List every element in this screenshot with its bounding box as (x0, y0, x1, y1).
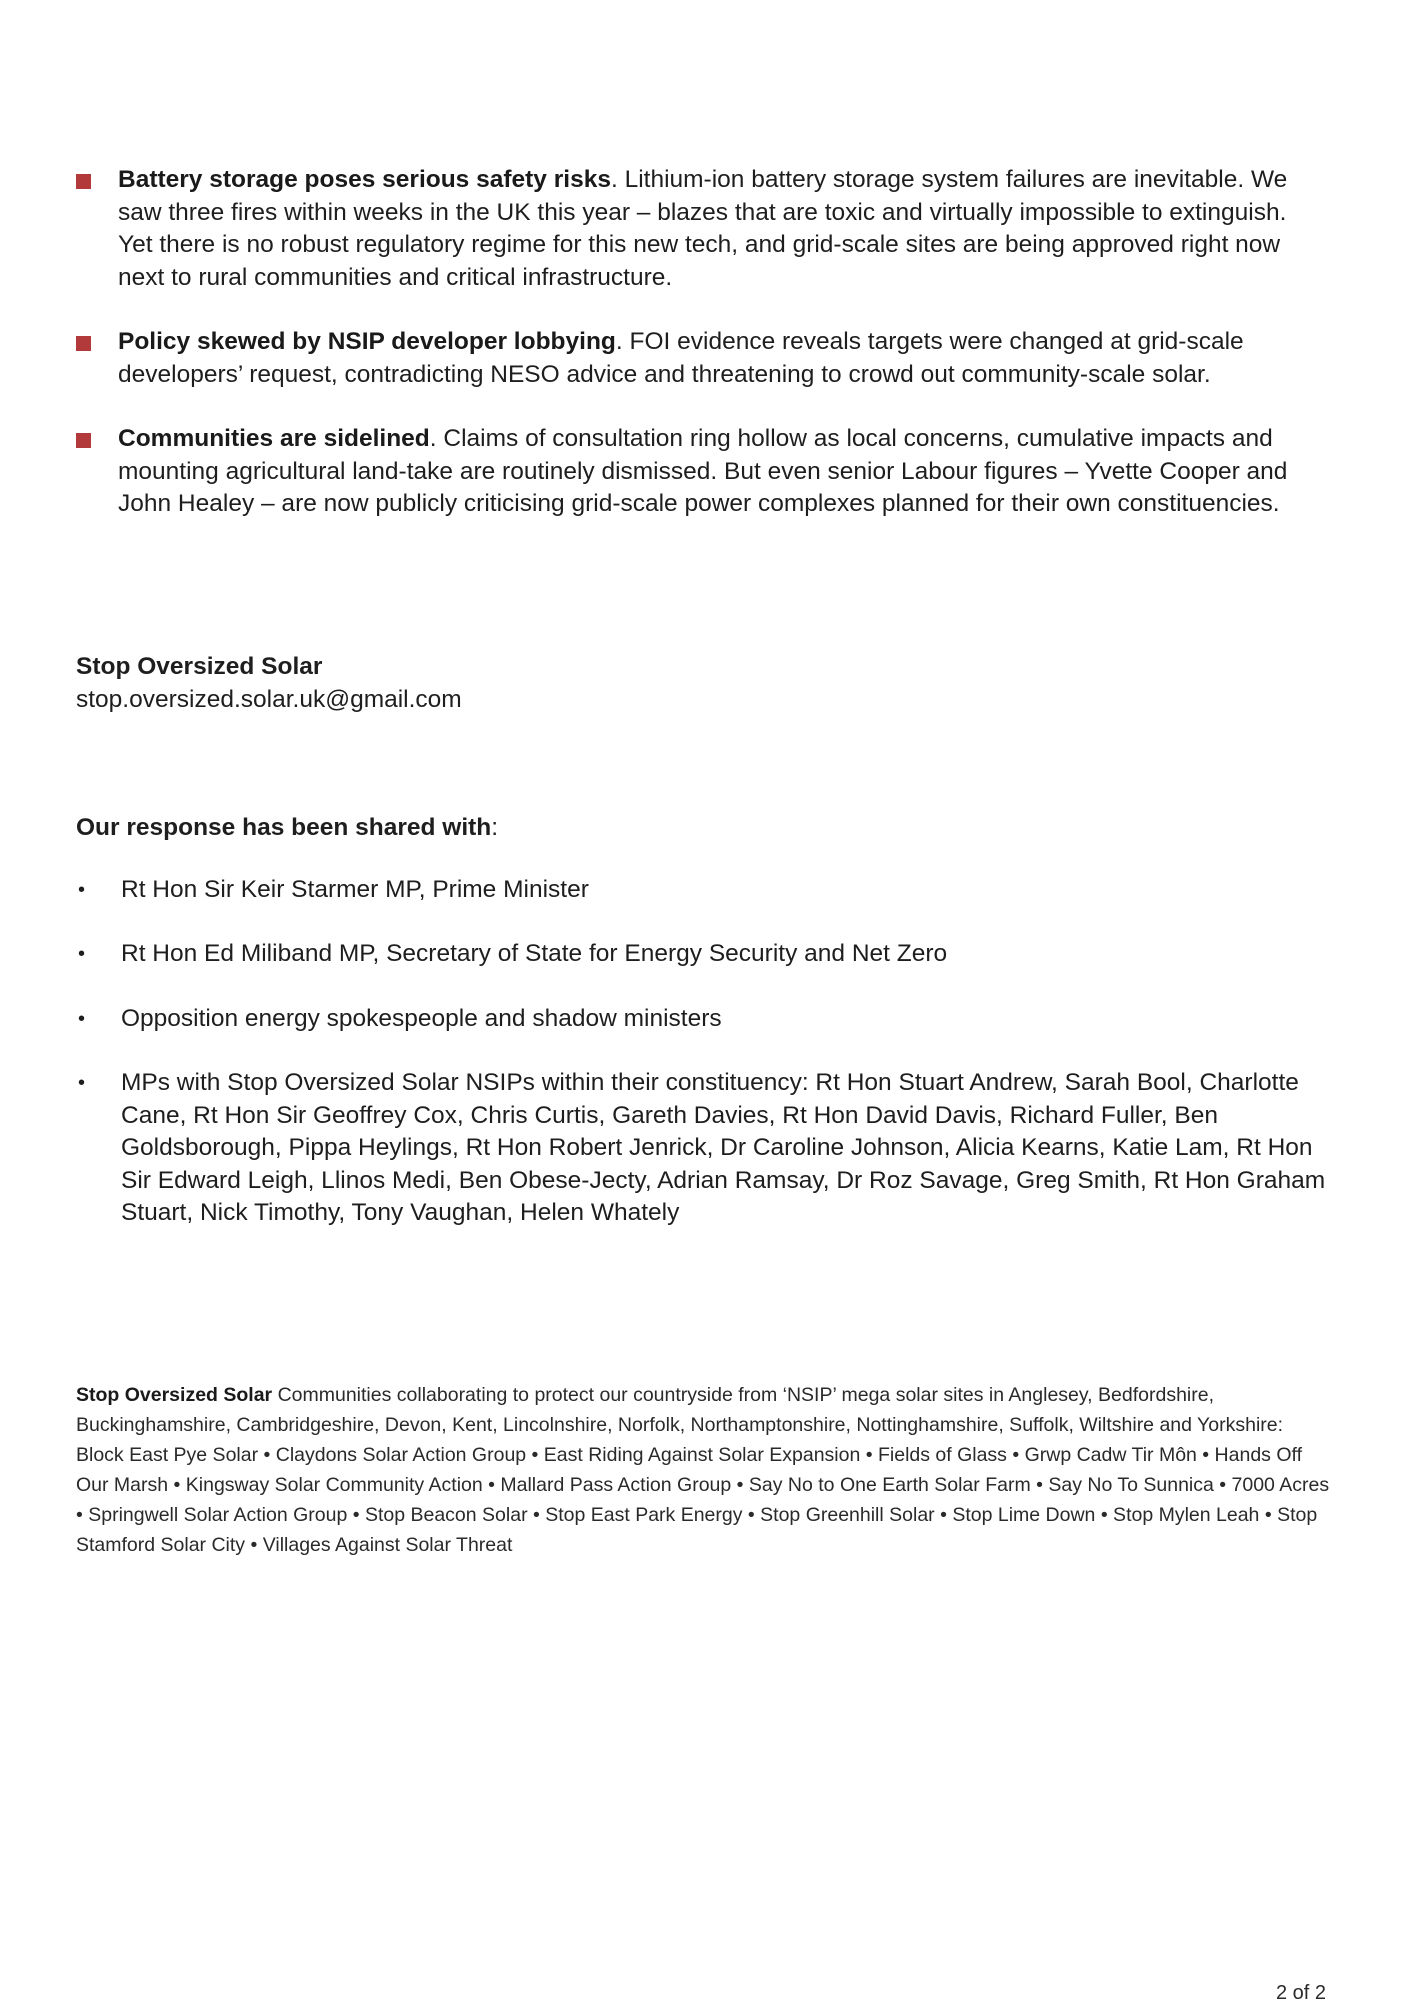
recipient-text: MPs with Stop Oversized Solar NSIPs within their constituency: Rt Hon Stuart Andrew, Sarah Bool, Charlotte Cane, Rt Hon Sir Geoffrey Cox, Chris Curtis, Gareth Davies, Rt Hon David Davis, Richard Fuller, Ben Goldsborough, Pippa Heylings, Rt Hon Robert Jenrick, Dr Caroline Johnson, Alicia Kearns, Katie Lam, Rt Hon Sir Edward Leigh, Llinos Medi, Ben Obese-Jecty, Adrian Ramsay, Dr Roz Savage, Greg Smith, Rt Hon Graham Stuart, Nick Timothy, Tony Vaughan, Helen Whately (121, 1069, 1326, 1226)
shared-with-heading (76, 812, 1336, 845)
key-point (76, 326, 1326, 391)
contact-email: stop.oversized.solar.uk@gmail.com (76, 686, 462, 713)
shared-with-heading-colon: : (491, 814, 499, 841)
key-point-heading: Policy skewed by NSIP developer lobbying (118, 328, 616, 355)
recipient-text: Rt Hon Sir Keir Starmer MP, Prime Minister (121, 875, 589, 903)
recipient-text: Rt Hon Ed Miliband MP, Secretary of State for Energy Security and Net Zero (121, 940, 948, 967)
shared-with-heading-text: Our response has been shared with (76, 814, 492, 841)
recipient-list (76, 874, 1336, 1230)
key-point-text: . FOI evidence reveals targets were changed at grid-scale developers’ request, contradicting NESO advice and threatening to crowd out community-scale solar. (118, 328, 1244, 388)
bullet-icon: • (78, 1072, 86, 1094)
bullet-icon: • (78, 943, 86, 965)
footer-note (76, 1380, 1336, 1560)
footer-text: Communities collaborating to protect our countryside from ‘NSIP’ mega solar sites in Anglesey, Bedfordshire, Buckinghamshire, Cambridgeshire, Devon, Kent, Lincolnshire, Norfolk, Northamptonshire, Nottinghamshire, Suffolk, Wiltshire and Yorkshire: Block East Pye Solar • Claydons Solar Action Group • East Riding Against Solar Expansion • Fields of Glass • Grwp Cadw Tir Môn • Hands Off Our Marsh • Kingsway Solar Community Action • Mallard Pass Action Group • Say No to One Earth Solar Farm • Say No To Sunnica • 7000 Acres • Springwell Solar Action Group • Stop Beacon Solar • Stop East Park Energy • Stop Greenhill Solar • Stop Lime Down • Stop Mylen Leah • Stop Stamford Solar City • Villages Against Solar Threat (76, 1384, 1330, 1556)
recipient-item (76, 938, 1336, 971)
signature-block (76, 650, 462, 716)
footer-org-name: Stop Oversized Solar (76, 1384, 273, 1406)
square-bullet-icon (76, 433, 91, 448)
key-point (76, 423, 1326, 521)
page-number: 2 of 2 (1275, 1982, 1326, 2004)
square-bullet-icon (76, 174, 91, 189)
organisation-name: Stop Oversized Solar (76, 653, 323, 680)
recipient-item (76, 1003, 1336, 1036)
bullet-icon: • (78, 1007, 86, 1030)
bullet-icon: • (78, 878, 86, 901)
key-point-text: . Lithium-ion battery storage system failures are inevitable. We saw three fires within weeks in the UK this year – blazes that are toxic and virtually impossible to extinguish. Yet there is no robust regulatory regime for this new tech, and grid-scale sites are being approved right now next to rural communities and critical infrastructure. (118, 166, 1288, 291)
key-point (76, 164, 1326, 294)
recipient-item (76, 874, 1336, 907)
key-point-heading: Communities are sidelined (118, 425, 430, 452)
recipient-item (76, 1067, 1336, 1230)
key-points-list (76, 164, 1326, 553)
square-bullet-icon (76, 336, 91, 351)
shared-with-section (76, 812, 1336, 1262)
key-point-heading: Battery storage poses serious safety risks (118, 166, 611, 193)
key-point-text: . Claims of consultation ring hollow as local concerns, cumulative impacts and mounting agricultural land-take are routinely dismissed. But even senior Labour figures – Yvette Cooper and John Healey – are now publicly criticising grid-scale power complexes planned for their own constituencies. (118, 425, 1288, 517)
recipient-text: Opposition energy spokespeople and shadow ministers (121, 1004, 722, 1032)
